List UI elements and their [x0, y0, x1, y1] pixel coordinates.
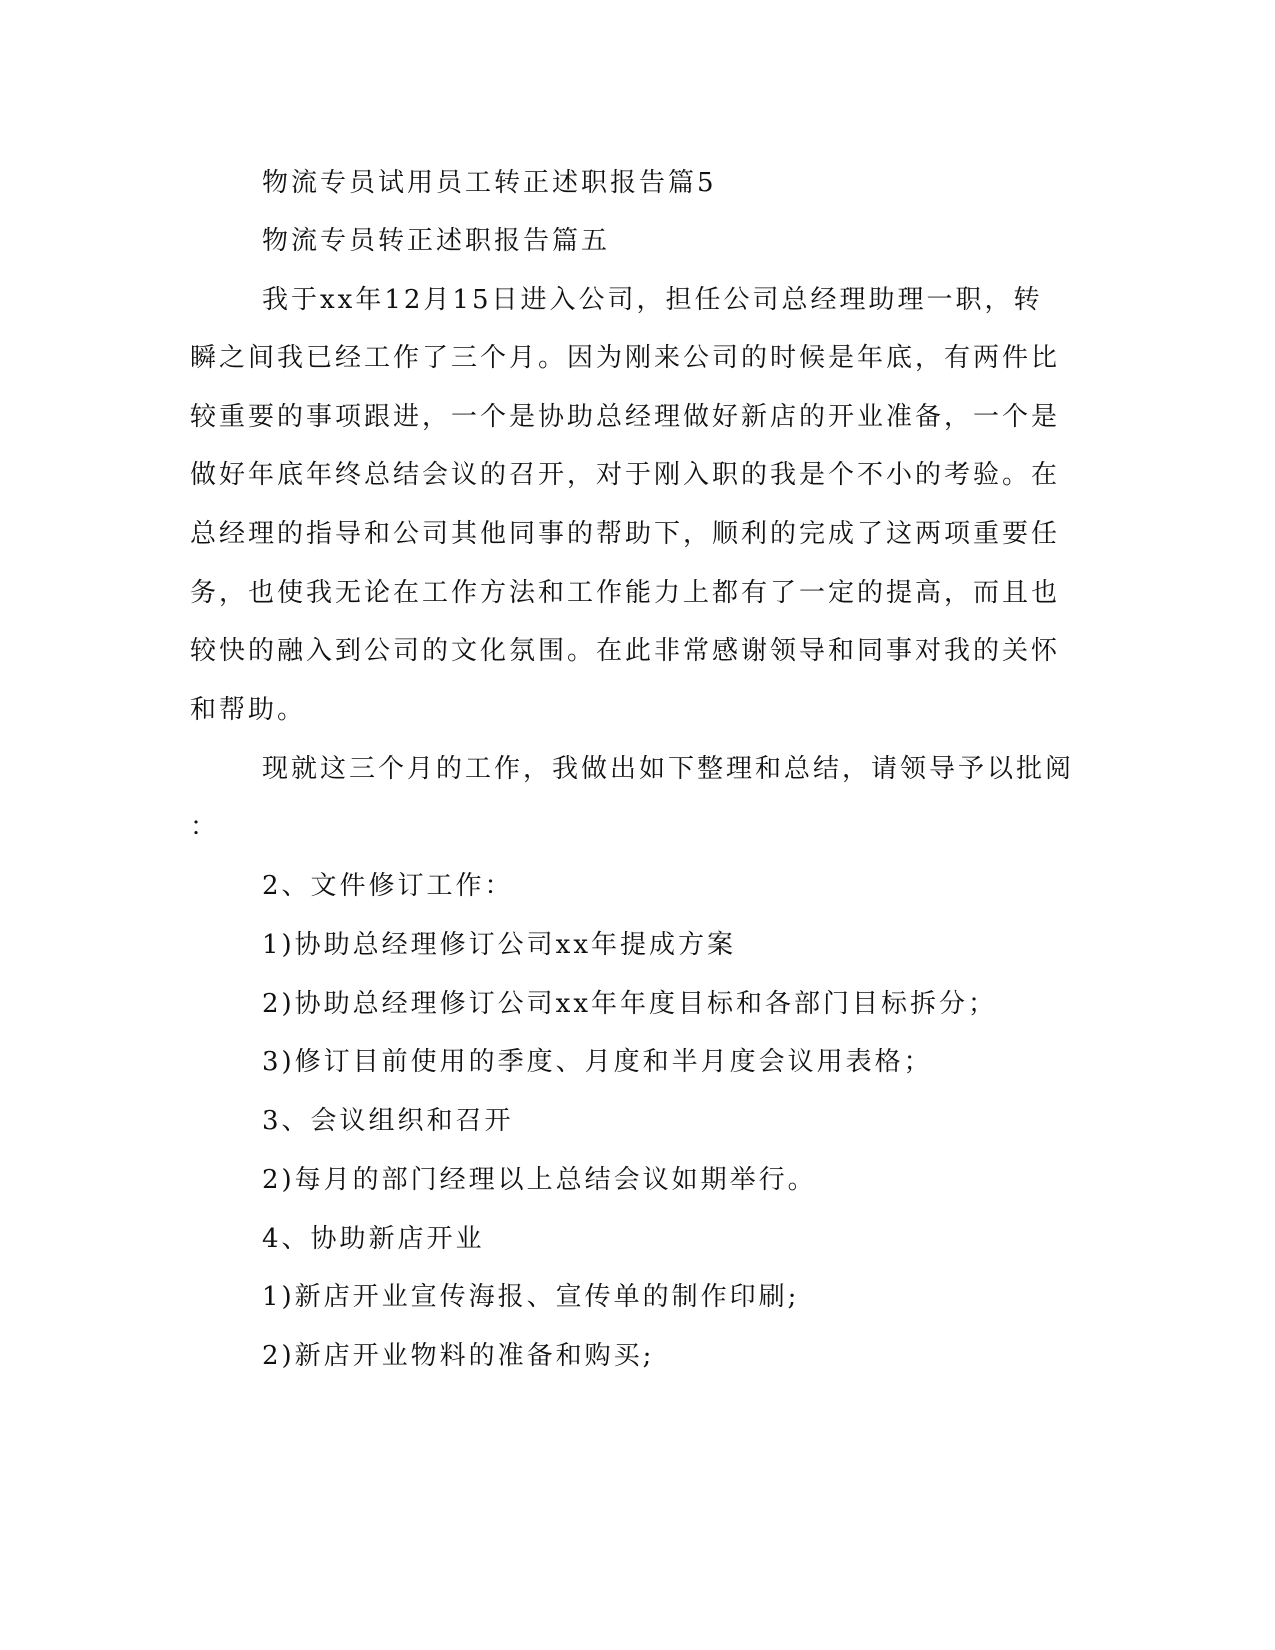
document-title: 物流专员试用员工转正述职报告篇5 — [262, 168, 717, 198]
paragraph-line: 较重要的事项跟进，一个是协助总经理做好新店的开业准备，一个是 — [190, 402, 1061, 432]
paragraph-line: 总经理的指导和公司其他同事的帮助下，顺利的完成了这两项重要任 — [190, 519, 1061, 549]
list-item: 2)协助总经理修订公司xx年年度目标和各部门目标拆分； — [262, 989, 998, 1019]
list-item: 3)修订目前使用的季度、月度和半月度会议用表格； — [262, 1047, 933, 1077]
paragraph-line: 瞬之间我已经工作了三个月。因为刚来公司的时候是年底，有两件比 — [190, 343, 1061, 373]
list-item: 1)协助总经理修订公司xx年提成方案 — [262, 930, 737, 960]
paragraph-line: 较快的融入到公司的文化氛围。在此非常感谢领导和同事对我的关怀 — [190, 636, 1061, 666]
document-subtitle: 物流专员转正述职报告篇五 — [262, 226, 611, 256]
section-heading: 2、文件修订工作： — [262, 871, 514, 901]
paragraph-line: 和帮助。 — [190, 695, 307, 725]
paragraph-line: ： — [190, 812, 220, 842]
list-item: 1)新店开业宣传海报、宣传单的制作印刷; — [262, 1282, 800, 1312]
paragraph-line: 做好年底年终总结会议的召开，对于刚入职的我是个不小的考验。在 — [190, 460, 1061, 490]
paragraph-line: 务，也使我无论在工作方法和工作能力上都有了一定的提高，而且也 — [190, 578, 1061, 608]
paragraph-line: 我于xx年12月15日进入公司，担任公司总经理助理一职，转 — [262, 285, 1043, 315]
paragraph-line: 现就这三个月的工作，我做出如下整理和总结，请领导予以批阅 — [262, 754, 1075, 784]
list-item: 2)新店开业物料的准备和购买; — [262, 1341, 655, 1371]
section-heading: 3、会议组织和召开 — [262, 1106, 514, 1136]
section-heading: 4、协助新店开业 — [262, 1224, 485, 1254]
list-item: 2)每月的部门经理以上总结会议如期举行。 — [262, 1165, 817, 1195]
